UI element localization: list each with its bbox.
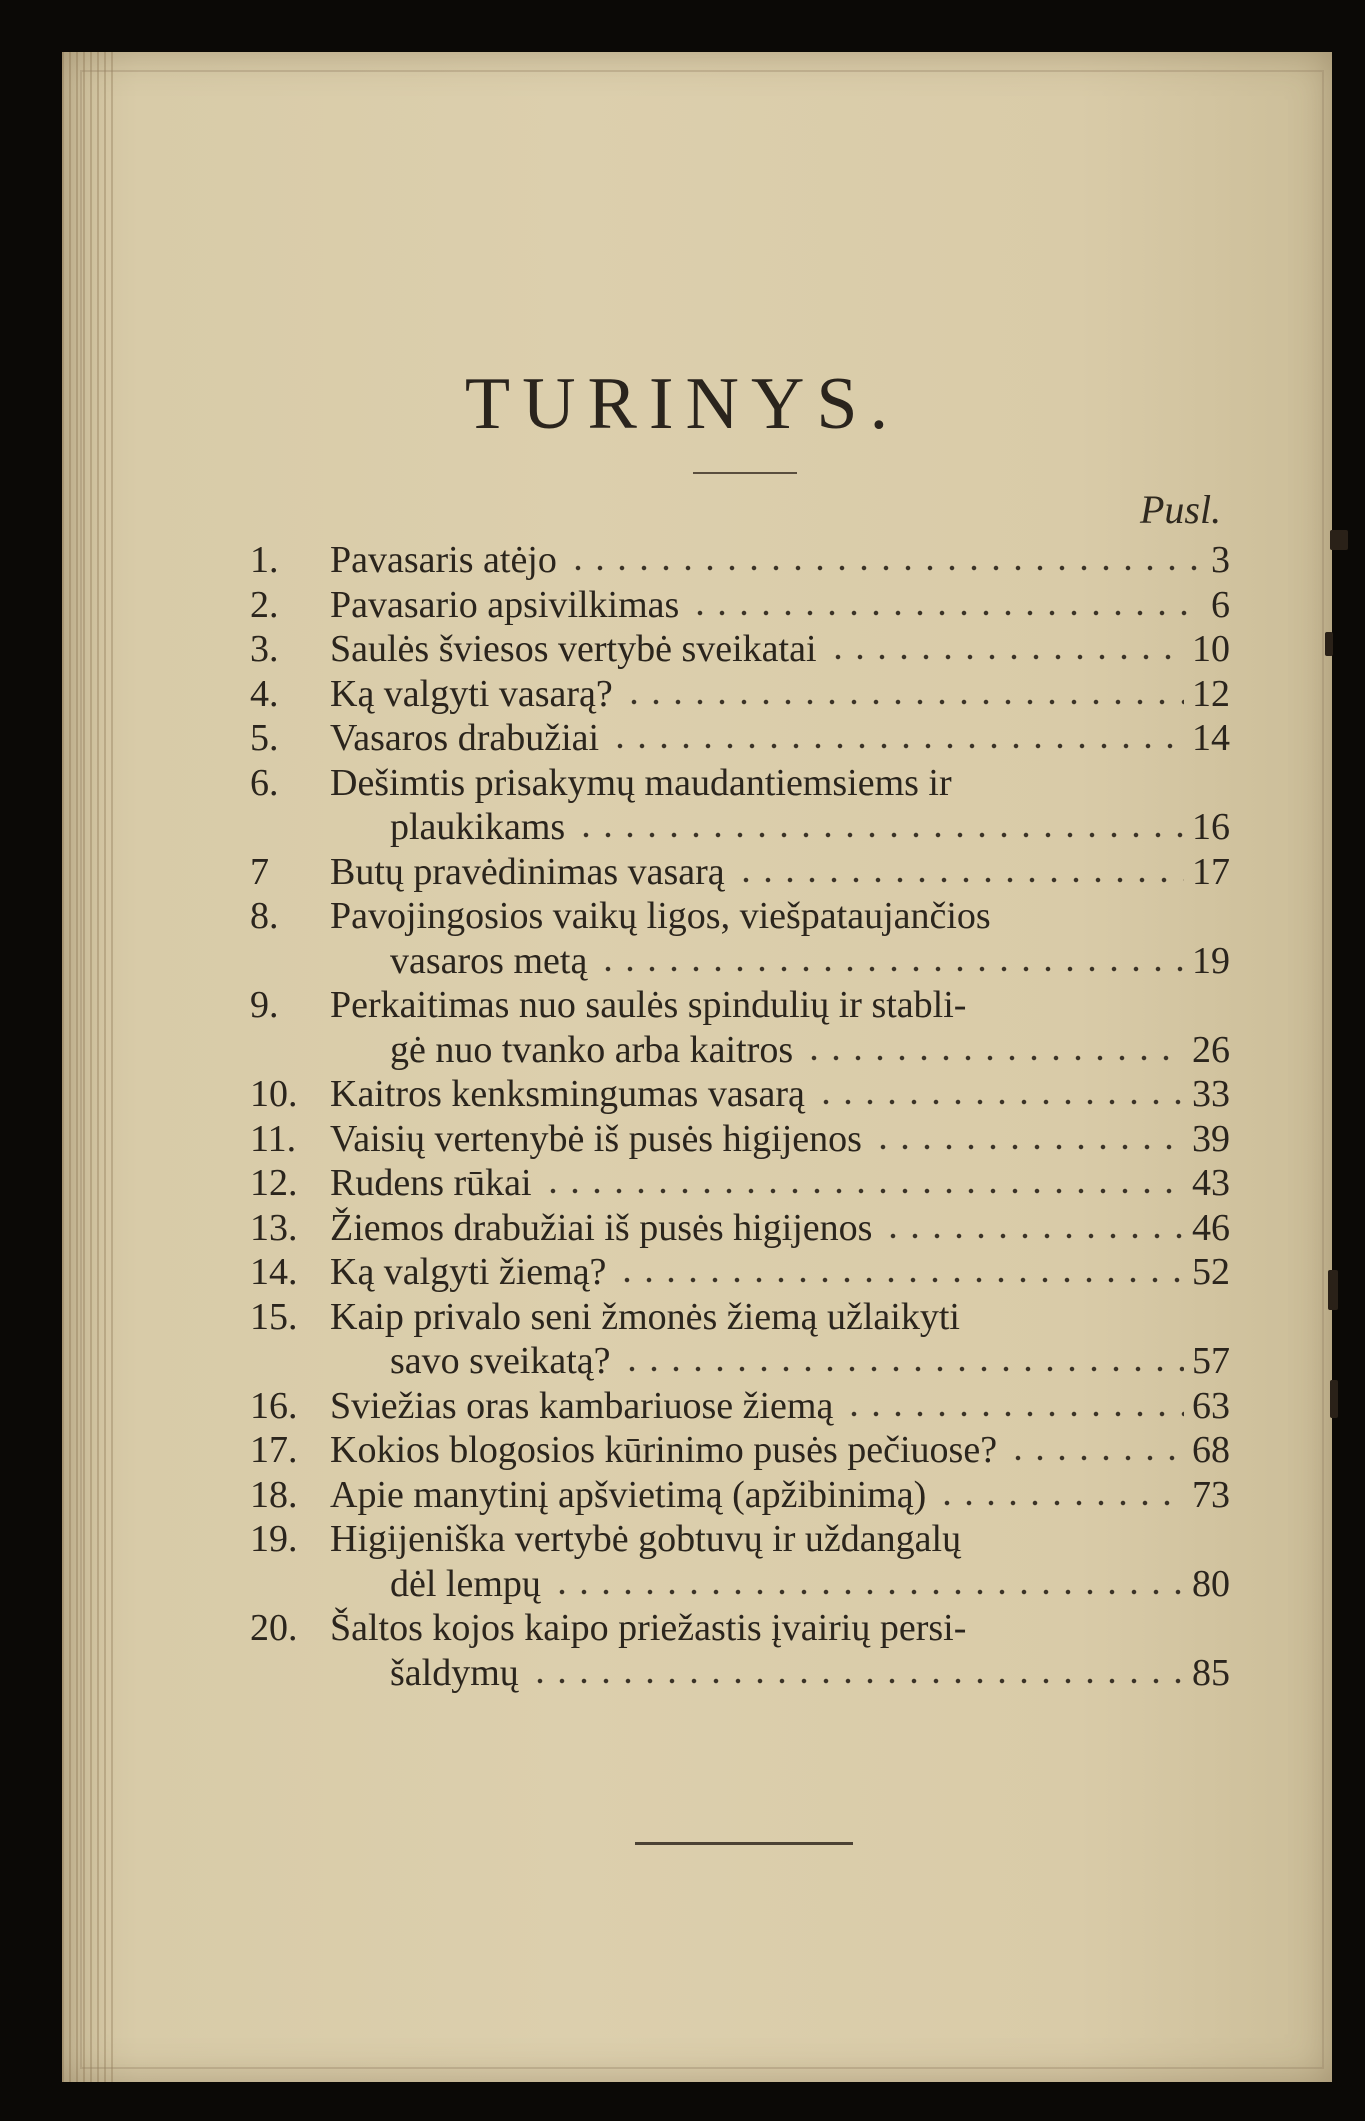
dot-leader: [529, 1655, 1184, 1685]
toc-entry-title: šaldymų: [390, 1651, 519, 1694]
toc-page-number: 3: [1211, 539, 1230, 581]
toc-entry-title: vasaros metą: [390, 939, 588, 982]
toc-entry-title: plaukikams: [390, 806, 566, 848]
toc-line: [250, 1072, 1230, 1117]
toc-entry-title: Kaip privalo seni žmonės žiemą užlaikyti: [330, 1295, 960, 1338]
toc-entry-number: 13.: [250, 1206, 298, 1249]
margin-mark: [1330, 1380, 1338, 1418]
toc-entry: [250, 1072, 1230, 1117]
toc-entry-title: Šaltos kojos kaipo priežastis įvairių persi-: [330, 1607, 967, 1649]
dot-leader: [597, 943, 1184, 973]
toc-entry: [250, 1295, 1230, 1384]
toc-entry: [250, 983, 1230, 1072]
toc-entry: [250, 850, 1230, 895]
table-of-contents: [250, 538, 1230, 1695]
dot-leader: [1007, 1432, 1184, 1462]
toc-entry-title: Žiemos drabužiai iš pusės higijenos: [330, 1206, 873, 1249]
dot-leader: [735, 854, 1184, 884]
toc-entry-title: dėl lempų: [390, 1562, 541, 1605]
dot-leader: [872, 1121, 1184, 1151]
toc-entry-title: Apie manytinį apšvietimą (apžibinimą): [330, 1473, 927, 1516]
toc-line: [250, 894, 1230, 939]
toc-entry-title: savo sveikatą?: [390, 1340, 611, 1382]
margin-mark: [1330, 530, 1348, 550]
toc-entry: [250, 583, 1230, 628]
toc-entry-title: Dešimtis prisakymų maudantiemsiems ir: [330, 761, 952, 804]
toc-page-number: 73: [1192, 1473, 1230, 1516]
toc-line: [250, 1428, 1230, 1473]
toc-line: [250, 538, 1230, 583]
page-title: TURINYS.: [464, 363, 901, 445]
toc-page-number: 39: [1192, 1117, 1230, 1160]
dot-leader: [609, 720, 1184, 750]
toc-entry-number: 2.: [250, 583, 279, 626]
dot-leader: [621, 1343, 1184, 1373]
toc-line: [250, 1339, 1230, 1384]
toc-line: [250, 1295, 1230, 1340]
toc-line: [250, 1606, 1230, 1651]
toc-entry-number: 4.: [250, 672, 279, 715]
toc-entry-title: Vaisių vertenybė iš pusės higijenos: [330, 1117, 862, 1160]
toc-entry-title: Higijeniška vertybė gobtuvų ir uždangalų: [330, 1518, 962, 1560]
toc-line: [250, 1384, 1230, 1429]
toc-entry-number: 7: [250, 850, 269, 893]
toc-entry-title: Ką valgyti vasarą?: [330, 672, 613, 715]
toc-entry: [250, 1250, 1230, 1295]
toc-line: [250, 761, 1230, 806]
toc-line: [250, 1028, 1230, 1073]
toc-line: [250, 850, 1230, 895]
toc-entry-title: Saulės šviesos vertybė sveikatai: [330, 628, 817, 670]
dot-leader: [936, 1477, 1184, 1507]
toc-entry: [250, 1473, 1230, 1518]
dot-leader: [575, 809, 1184, 839]
toc-entry-title: Kokios blogosios kūrinimo pusės pečiuose?: [330, 1429, 998, 1471]
toc-page-number: 19: [1192, 939, 1230, 982]
toc-line: [250, 939, 1230, 984]
bottom-divider: [635, 1842, 853, 1845]
toc-entry-title: Pavasaris atėjo: [330, 539, 557, 581]
toc-entry: [250, 1117, 1230, 1162]
toc-page-number: 46: [1192, 1206, 1230, 1249]
toc-entry-number: 15.: [250, 1295, 298, 1338]
toc-entry-number: 18.: [250, 1473, 298, 1516]
toc-entry-number: 9.: [250, 984, 279, 1026]
dot-leader: [542, 1165, 1184, 1195]
toc-page-number: 43: [1192, 1162, 1230, 1204]
toc-entry-title: Sviežias oras kambariuose žiemą: [330, 1384, 834, 1427]
toc-entry-number: 5.: [250, 717, 279, 759]
toc-line: [250, 1161, 1230, 1206]
dot-leader: [623, 676, 1184, 706]
toc-line: [250, 1651, 1230, 1696]
toc-page-number: 16: [1192, 806, 1230, 848]
toc-entry-title: Kaitros kenksmingumas vasarą: [330, 1073, 805, 1115]
toc-line: [250, 627, 1230, 672]
toc-entry: [250, 1606, 1230, 1695]
dot-leader: [551, 1566, 1184, 1596]
dot-leader: [567, 542, 1203, 572]
toc-entry-number: 11.: [250, 1117, 297, 1160]
toc-line: [250, 672, 1230, 717]
toc-entry: [250, 1384, 1230, 1429]
toc-entry-number: 20.: [250, 1607, 298, 1649]
toc-entry-title: Pavasario apsivilkimas: [330, 583, 680, 626]
toc-entry-number: 10.: [250, 1073, 298, 1115]
toc-line: [250, 1562, 1230, 1607]
toc-line: [250, 1473, 1230, 1518]
margin-mark: [1325, 632, 1333, 656]
dot-leader: [882, 1210, 1184, 1240]
title-divider: [693, 472, 797, 474]
margin-mark: [1328, 1270, 1338, 1310]
toc-entry-number: 14.: [250, 1251, 298, 1293]
toc-entry: [250, 672, 1230, 717]
toc-page-number: 10: [1192, 628, 1230, 670]
toc-line: [250, 716, 1230, 761]
toc-entry-title: Rudens rūkai: [330, 1162, 532, 1204]
toc-line: [250, 1517, 1230, 1562]
toc-page-number: 12: [1192, 672, 1230, 715]
toc-entry: [250, 1161, 1230, 1206]
toc-page-number: 33: [1192, 1073, 1230, 1115]
dot-leader: [616, 1254, 1184, 1284]
toc-line: [250, 983, 1230, 1028]
toc-line: [250, 1206, 1230, 1251]
toc-page-number: 6: [1211, 583, 1230, 626]
toc-entry-title: Ką valgyti žiemą?: [330, 1251, 607, 1293]
dot-leader: [689, 587, 1203, 617]
toc-entry: [250, 1428, 1230, 1473]
toc-entry: [250, 627, 1230, 672]
dot-leader: [827, 631, 1184, 661]
toc-page-number: 14: [1192, 717, 1230, 759]
toc-page-number: 63: [1192, 1384, 1230, 1427]
page-column-label: Pusl.: [1140, 487, 1222, 532]
toc-entry-number: 6.: [250, 761, 279, 804]
toc-entry-title: Vasaros drabužiai: [330, 717, 600, 759]
dot-leader: [843, 1388, 1184, 1418]
toc-entry: [250, 538, 1230, 583]
toc-page-number: 85: [1192, 1651, 1230, 1694]
dot-leader: [815, 1076, 1184, 1106]
toc-entry: [250, 894, 1230, 983]
toc-page-number: 80: [1192, 1562, 1230, 1605]
toc-page-number: 57: [1192, 1340, 1230, 1382]
toc-entry-number: 16.: [250, 1384, 298, 1427]
toc-entry: [250, 716, 1230, 761]
toc-entry-title: gė nuo tvanko arba kaitros: [390, 1028, 794, 1071]
toc-line: [250, 805, 1230, 850]
toc-entry-number: 19.: [250, 1518, 298, 1560]
toc-entry-title: Perkaitimas nuo saulės spindulių ir stabli-: [330, 984, 967, 1026]
toc-entry: [250, 761, 1230, 850]
toc-entry-number: 17.: [250, 1429, 298, 1471]
toc-line: [250, 1117, 1230, 1162]
toc-entry-title: Butų pravėdinimas vasarą: [330, 850, 725, 893]
toc-entry: [250, 1206, 1230, 1251]
toc-line: [250, 583, 1230, 628]
toc-entry-title: Pavojingosios vaikų ligos, viešpataujančios: [330, 895, 991, 937]
toc-entry-number: 8.: [250, 895, 279, 937]
toc-page-number: 68: [1192, 1429, 1230, 1471]
dot-leader: [803, 1032, 1184, 1062]
toc-entry-number: 12.: [250, 1162, 298, 1204]
toc-page-number: 26: [1192, 1028, 1230, 1071]
toc-line: [250, 1250, 1230, 1295]
toc-page-number: 52: [1192, 1251, 1230, 1293]
toc-entry: [250, 1517, 1230, 1606]
toc-entry-number: 1.: [250, 539, 279, 581]
toc-entry-number: 3.: [250, 628, 279, 670]
toc-page-number: 17: [1192, 850, 1230, 893]
